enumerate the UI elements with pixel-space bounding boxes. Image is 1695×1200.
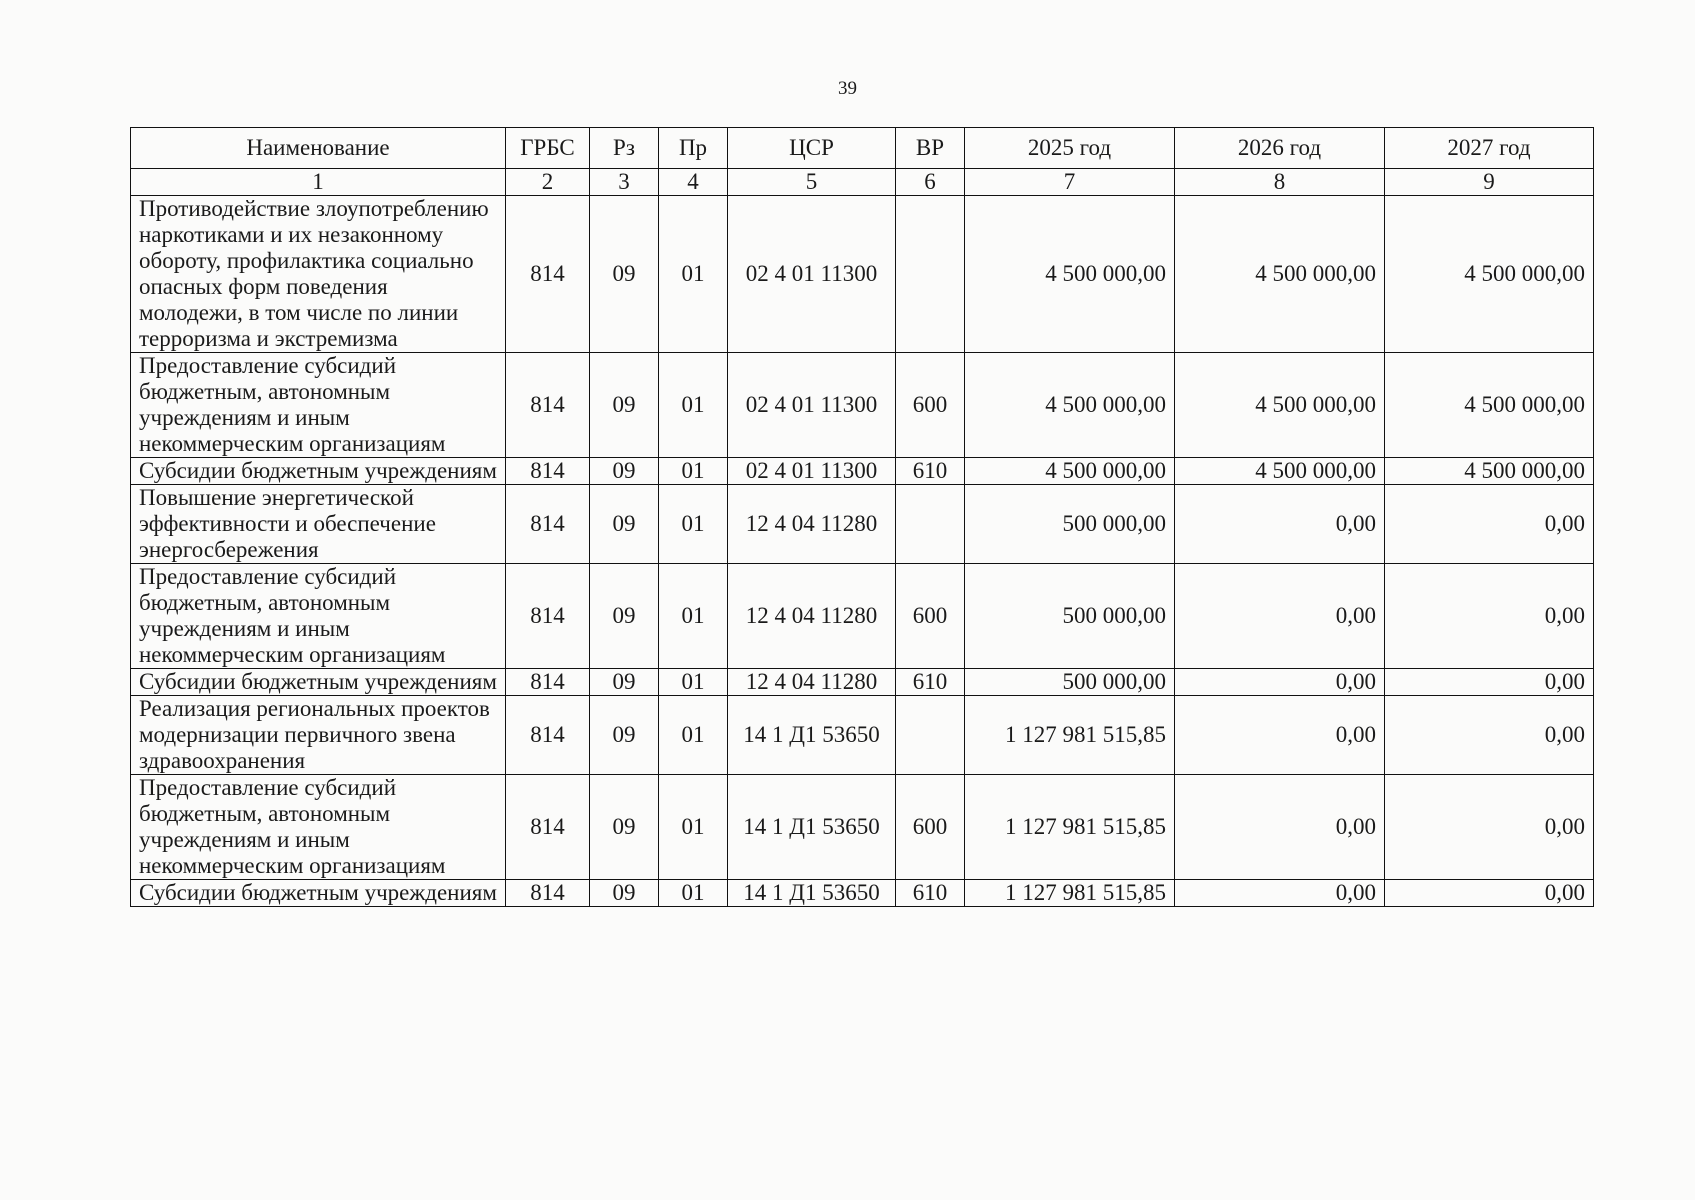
- cell-pr: 01: [659, 458, 728, 485]
- cell-name: Реализация региональных проектов модернизации первичного звена здравоохранения: [131, 696, 506, 775]
- cell-csr: 02 4 01 11300: [728, 353, 896, 458]
- cell-csr: 14 1 Д1 53650: [728, 696, 896, 775]
- cell-grbs: 814: [506, 669, 590, 696]
- header-2027: 2027 год: [1385, 128, 1594, 169]
- cell-grbs: 814: [506, 353, 590, 458]
- cell-rz: 09: [590, 196, 659, 353]
- column-number: 7: [965, 169, 1175, 196]
- cell-vr: 610: [896, 669, 965, 696]
- cell-2027: 0,00: [1385, 485, 1594, 564]
- cell-vr: 610: [896, 458, 965, 485]
- table-row: [131, 880, 1594, 907]
- header-grbs: ГРБС: [506, 128, 590, 169]
- cell-vr: [896, 196, 965, 353]
- header-2026: 2026 год: [1175, 128, 1385, 169]
- cell-vr: 600: [896, 564, 965, 669]
- cell-vr: [896, 696, 965, 775]
- cell-rz: 09: [590, 696, 659, 775]
- cell-name: Предоставление субсидий бюджетным, автономным учреждениям и иным некоммерческим организациям: [131, 775, 506, 880]
- cell-rz: 09: [590, 353, 659, 458]
- cell-2025: 1 127 981 515,85: [965, 696, 1175, 775]
- cell-rz: 09: [590, 564, 659, 669]
- table-row: [131, 353, 1594, 458]
- header-2025: 2025 год: [965, 128, 1175, 169]
- cell-2025: 500 000,00: [965, 485, 1175, 564]
- cell-2025: 500 000,00: [965, 669, 1175, 696]
- cell-name: Субсидии бюджетным учреждениям: [131, 880, 506, 907]
- cell-csr: 14 1 Д1 53650: [728, 880, 896, 907]
- cell-csr: 12 4 04 11280: [728, 564, 896, 669]
- cell-2027: 0,00: [1385, 696, 1594, 775]
- cell-vr: [896, 485, 965, 564]
- table-row: [131, 669, 1594, 696]
- cell-rz: 09: [590, 880, 659, 907]
- cell-name: Противодействие злоупотреблению наркотиками и их незаконному обороту, профилактика социально опасных форм поведения молодежи, в том числе по линии терроризма и экстремизма: [131, 196, 506, 353]
- cell-csr: 12 4 04 11280: [728, 485, 896, 564]
- column-number: 3: [590, 169, 659, 196]
- cell-grbs: 814: [506, 196, 590, 353]
- cell-2027: 0,00: [1385, 669, 1594, 696]
- cell-vr: 600: [896, 775, 965, 880]
- cell-pr: 01: [659, 696, 728, 775]
- cell-2027: 0,00: [1385, 880, 1594, 907]
- cell-csr: 02 4 01 11300: [728, 196, 896, 353]
- cell-2026: 4 500 000,00: [1175, 196, 1385, 353]
- cell-grbs: 814: [506, 485, 590, 564]
- cell-2025: 1 127 981 515,85: [965, 880, 1175, 907]
- cell-vr: 600: [896, 353, 965, 458]
- cell-grbs: 814: [506, 775, 590, 880]
- cell-pr: 01: [659, 353, 728, 458]
- column-number: 9: [1385, 169, 1594, 196]
- cell-2026: 4 500 000,00: [1175, 353, 1385, 458]
- cell-2025: 4 500 000,00: [965, 458, 1175, 485]
- header-pr: Пр: [659, 128, 728, 169]
- cell-name: Субсидии бюджетным учреждениям: [131, 458, 506, 485]
- cell-pr: 01: [659, 196, 728, 353]
- cell-csr: 12 4 04 11280: [728, 669, 896, 696]
- cell-2025: 4 500 000,00: [965, 353, 1175, 458]
- cell-2025: 500 000,00: [965, 564, 1175, 669]
- cell-2027: 4 500 000,00: [1385, 196, 1594, 353]
- cell-grbs: 814: [506, 458, 590, 485]
- table-row: [131, 458, 1594, 485]
- cell-grbs: 814: [506, 696, 590, 775]
- cell-csr: 14 1 Д1 53650: [728, 775, 896, 880]
- cell-grbs: 814: [506, 564, 590, 669]
- cell-pr: 01: [659, 775, 728, 880]
- page-number: 39: [838, 78, 857, 99]
- header-vr: ВР: [896, 128, 965, 169]
- cell-pr: 01: [659, 880, 728, 907]
- column-number: 4: [659, 169, 728, 196]
- column-number: 6: [896, 169, 965, 196]
- header-name: Наименование: [131, 128, 506, 169]
- table-row: [131, 696, 1594, 775]
- cell-pr: 01: [659, 485, 728, 564]
- table-row: [131, 564, 1594, 669]
- header-rz: Рз: [590, 128, 659, 169]
- cell-2025: 4 500 000,00: [965, 196, 1175, 353]
- cell-2027: 0,00: [1385, 775, 1594, 880]
- cell-2025: 1 127 981 515,85: [965, 775, 1175, 880]
- cell-rz: 09: [590, 669, 659, 696]
- cell-name: Предоставление субсидий бюджетным, автономным учреждениям и иным некоммерческим организациям: [131, 564, 506, 669]
- cell-vr: 610: [896, 880, 965, 907]
- cell-name: Субсидии бюджетным учреждениям: [131, 669, 506, 696]
- cell-csr: 02 4 01 11300: [728, 458, 896, 485]
- table-row: [131, 775, 1594, 880]
- cell-2027: 0,00: [1385, 564, 1594, 669]
- cell-2026: 0,00: [1175, 564, 1385, 669]
- cell-grbs: 814: [506, 880, 590, 907]
- cell-2027: 4 500 000,00: [1385, 353, 1594, 458]
- header-row: [131, 128, 1594, 169]
- table-row: [131, 485, 1594, 564]
- cell-rz: 09: [590, 458, 659, 485]
- cell-2026: 0,00: [1175, 696, 1385, 775]
- cell-name: Предоставление субсидий бюджетным, автономным учреждениям и иным некоммерческим организациям: [131, 353, 506, 458]
- column-number: 2: [506, 169, 590, 196]
- header-csr: ЦСР: [728, 128, 896, 169]
- cell-2027: 4 500 000,00: [1385, 458, 1594, 485]
- cell-pr: 01: [659, 669, 728, 696]
- cell-rz: 09: [590, 775, 659, 880]
- cell-2026: 0,00: [1175, 775, 1385, 880]
- cell-pr: 01: [659, 564, 728, 669]
- column-number: 1: [131, 169, 506, 196]
- cell-2026: 0,00: [1175, 485, 1385, 564]
- table-row: [131, 196, 1594, 353]
- cell-rz: 09: [590, 485, 659, 564]
- budget-table: [130, 127, 1594, 907]
- cell-name: Повышение энергетической эффективности и обеспечение энергосбережения: [131, 485, 506, 564]
- column-number: 5: [728, 169, 896, 196]
- cell-2026: 4 500 000,00: [1175, 458, 1385, 485]
- column-number: 8: [1175, 169, 1385, 196]
- column-number-row: [131, 169, 1594, 196]
- cell-2026: 0,00: [1175, 669, 1385, 696]
- cell-2026: 0,00: [1175, 880, 1385, 907]
